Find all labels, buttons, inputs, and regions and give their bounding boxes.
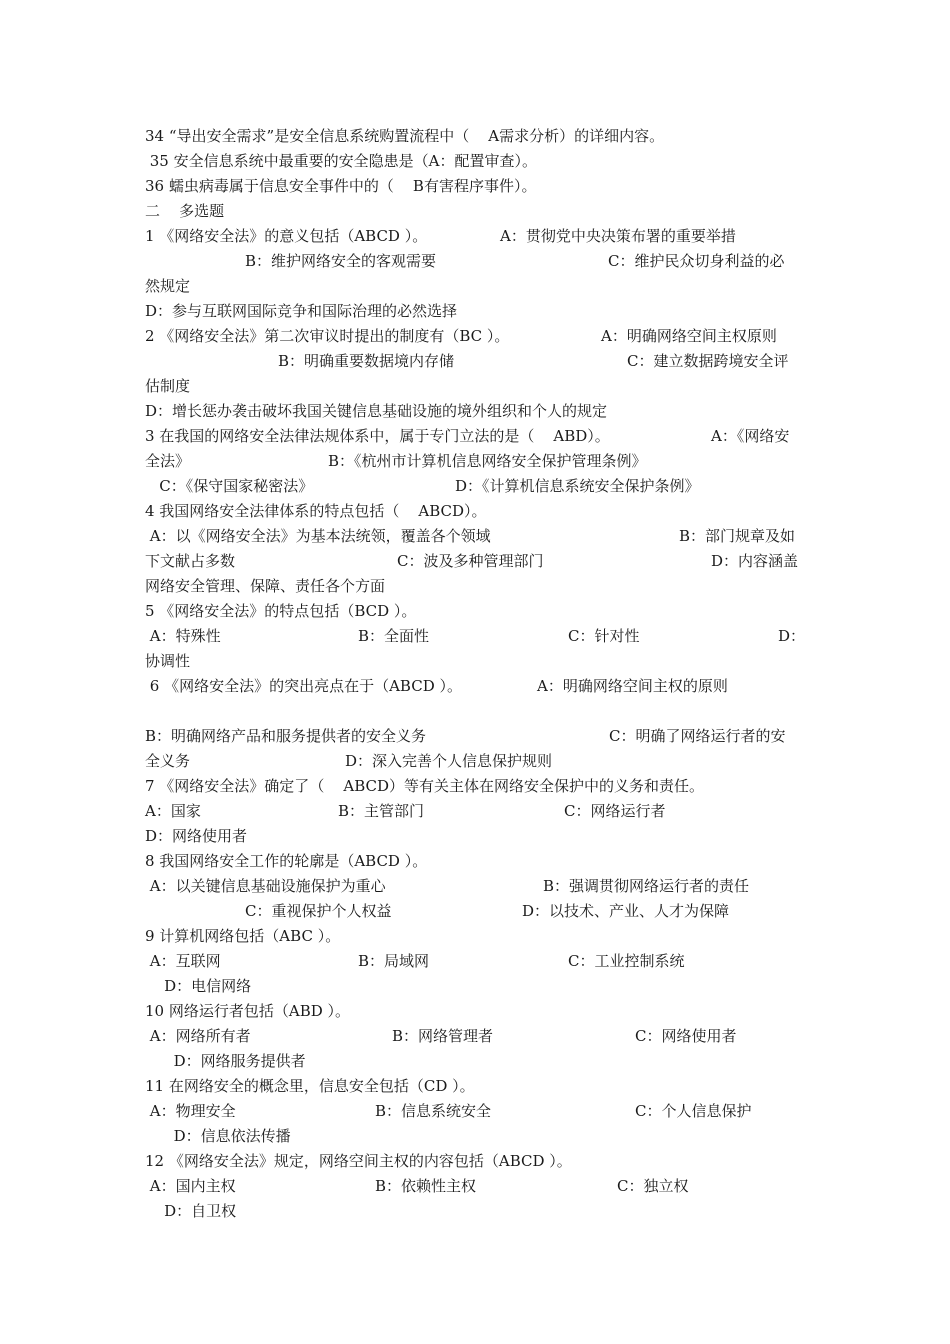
line-text: 网络安全管理、保障、责任各个方面: [145, 577, 386, 595]
line-text: 协调性: [145, 652, 191, 670]
options-line: [145, 474, 810, 499]
option-d: D：深入完善个人信息保护规则: [345, 752, 553, 770]
option-d: D：内容涵盖: [711, 552, 799, 570]
options-line: [145, 449, 810, 474]
option-b: B：强调贯彻网络运行者的责任: [543, 877, 750, 895]
options-line: [145, 624, 810, 649]
line-text: 二 多选题: [145, 202, 225, 220]
options-line: [145, 949, 810, 974]
text-line: [145, 399, 810, 424]
question-6: [145, 674, 810, 699]
option-b: B：明确重要数据境内存储: [278, 352, 455, 370]
options-line: [145, 799, 810, 824]
option-a: A：明确网络空间主权的原则: [537, 677, 728, 695]
line-text: 全义务: [145, 752, 191, 770]
option-d: D：参与互联网国际竞争和国际治理的必然选择: [145, 302, 458, 320]
line-text: 然规定: [145, 277, 191, 295]
options-line: [145, 724, 810, 749]
options-line: [145, 749, 810, 774]
option-d: D：网络使用者: [145, 827, 248, 845]
option-a: A：网络所有者: [145, 1027, 251, 1045]
option-c: C：网络运行者: [564, 802, 666, 820]
option-b: B：《杭州市计算机信息网络安全保护管理条例》: [328, 452, 647, 470]
question-10: [145, 999, 810, 1024]
options-line: [145, 874, 810, 899]
question-7: [145, 774, 810, 799]
text-line: [145, 824, 810, 849]
question-1: [145, 224, 810, 249]
line-text: 估制度: [145, 377, 191, 395]
options-line: [145, 974, 810, 999]
option-a: A：以关键信息基础设施保护为重心: [145, 877, 386, 895]
option-d: D：电信网络: [145, 977, 252, 995]
option-a: A：国家: [145, 802, 201, 820]
option-c: C：个人信息保护: [635, 1102, 752, 1120]
option-a: A：贯彻党中央决策布署的重要举措: [500, 227, 736, 245]
option-c: C：建立数据跨境安全评: [627, 352, 789, 370]
option-b: B：依赖性主权: [375, 1177, 477, 1195]
question-text: 5 《网络安全法》的特点包括（BCD ）。: [145, 602, 417, 620]
question-text: 4 我国网络安全法律体系的特点包括（ ABCD）。: [145, 502, 487, 520]
line-text: 下文献占多数: [145, 552, 236, 570]
option-a: A：《网络安: [711, 427, 790, 445]
option-a: A：物理安全: [145, 1102, 236, 1120]
option-d: D：网络服务提供者: [145, 1052, 306, 1070]
option-a: A：国内主权: [145, 1177, 236, 1195]
options-line: [145, 1099, 810, 1124]
options-line: [145, 549, 810, 574]
option-c: C：独立权: [617, 1177, 689, 1195]
text-line: [145, 574, 810, 599]
options-line: [145, 1049, 810, 1074]
options-line: [145, 1124, 810, 1149]
line-text: 35 安全信息系统中最重要的安全隐患是（A：配置审查）。: [145, 152, 537, 170]
text-line: [145, 174, 810, 199]
section-heading: [145, 199, 810, 224]
question-text: 3 在我国的网络安全法律法规体系中，属于专门立法的是（ ABD）。: [145, 427, 610, 445]
option-b: B：局域网: [358, 952, 430, 970]
option-c: C：波及多种管理部门: [397, 552, 544, 570]
option-d: D：: [778, 627, 806, 645]
question-11: [145, 1074, 810, 1099]
option-c: C：网络使用者: [635, 1027, 737, 1045]
option-c: C：明确了网络运行者的安: [609, 727, 786, 745]
option-b: B：全面性: [358, 627, 430, 645]
option-c: C：针对性: [568, 627, 640, 645]
options-line: [145, 524, 810, 549]
question-text: 12 《网络安全法》规定，网络空间主权的内容包括（ABCD ）。: [145, 1152, 572, 1170]
option-d: D：《计算机信息系统安全保护条例》: [455, 477, 700, 495]
question-text: 7 《网络安全法》确定了（ ABCD）等有关主体在网络安全保护中的义务和责任。: [145, 777, 705, 795]
question-2: [145, 324, 810, 349]
option-d: D：自卫权: [145, 1202, 237, 1220]
options-line: [145, 249, 810, 274]
options-line: [145, 1199, 810, 1224]
question-text: 10 网络运行者包括（ABD ）。: [145, 1002, 351, 1020]
options-line: [145, 349, 810, 374]
text-line: [145, 149, 810, 174]
option-c: C：《保守国家秘密法》: [145, 477, 314, 495]
option-b: B：部门规章及如: [679, 527, 796, 545]
option-d: D：以技术、产业、人才为保障: [522, 902, 730, 920]
option-a: A：以《网络安全法》为基本法统领，覆盖各个领域: [145, 527, 491, 545]
question-text: 1 《网络安全法》的意义包括（ABCD ）。: [145, 227, 428, 245]
text-line: [145, 274, 810, 299]
line-text: 36 蠕虫病毒属于信息安全事件中的（ B有害程序事件）。: [145, 177, 537, 195]
question-9: [145, 924, 810, 949]
line-text: 全法》: [145, 452, 191, 470]
option-b: B：网络管理者: [392, 1027, 494, 1045]
option-b: B：信息系统安全: [375, 1102, 492, 1120]
text-line: [145, 124, 810, 149]
option-b: B：明确网络产品和服务提供者的安全义务: [145, 727, 427, 745]
question-5: [145, 599, 810, 624]
option-a: A：互联网: [145, 952, 221, 970]
line-text: 34 “导出安全需求”是安全信息系统购置流程中（ A需求分析）的详细内容。: [145, 127, 665, 145]
options-line: [145, 1024, 810, 1049]
option-b: B：维护网络安全的客观需要: [245, 252, 437, 270]
text-line: [145, 374, 810, 399]
option-c: C：维护民众切身利益的必: [608, 252, 785, 270]
question-text: 8 我国网络安全工作的轮廓是（ABCD ）。: [145, 852, 428, 870]
options-line: [145, 1174, 810, 1199]
option-b: B：主管部门: [338, 802, 425, 820]
text-line: [145, 649, 810, 674]
question-text: 9 计算机网络包括（ABC ）。: [145, 927, 341, 945]
question-3: [145, 424, 810, 449]
question-12: [145, 1149, 810, 1174]
question-text: 2 《网络安全法》第二次审议时提出的制度有（BC ）。: [145, 327, 510, 345]
option-d: D：增长惩办袭击破坏我国关键信息基础设施的境外组织和个人的规定: [145, 402, 608, 420]
option-a: A：明确网络空间主权原则: [601, 327, 777, 345]
question-4: [145, 499, 810, 524]
question-text: 11 在网络安全的概念里，信息安全包括（CD ）。: [145, 1077, 475, 1095]
question-8: [145, 849, 810, 874]
option-a: A：特殊性: [145, 627, 221, 645]
option-c: C：工业控制系统: [568, 952, 685, 970]
option-d: D：信息依法传播: [145, 1127, 291, 1145]
options-line: [145, 899, 810, 924]
question-text: 6 《网络安全法》的突出亮点在于（ABCD ）。: [145, 677, 462, 695]
text-line: [145, 299, 810, 324]
option-c: C：重视保护个人权益: [245, 902, 392, 920]
